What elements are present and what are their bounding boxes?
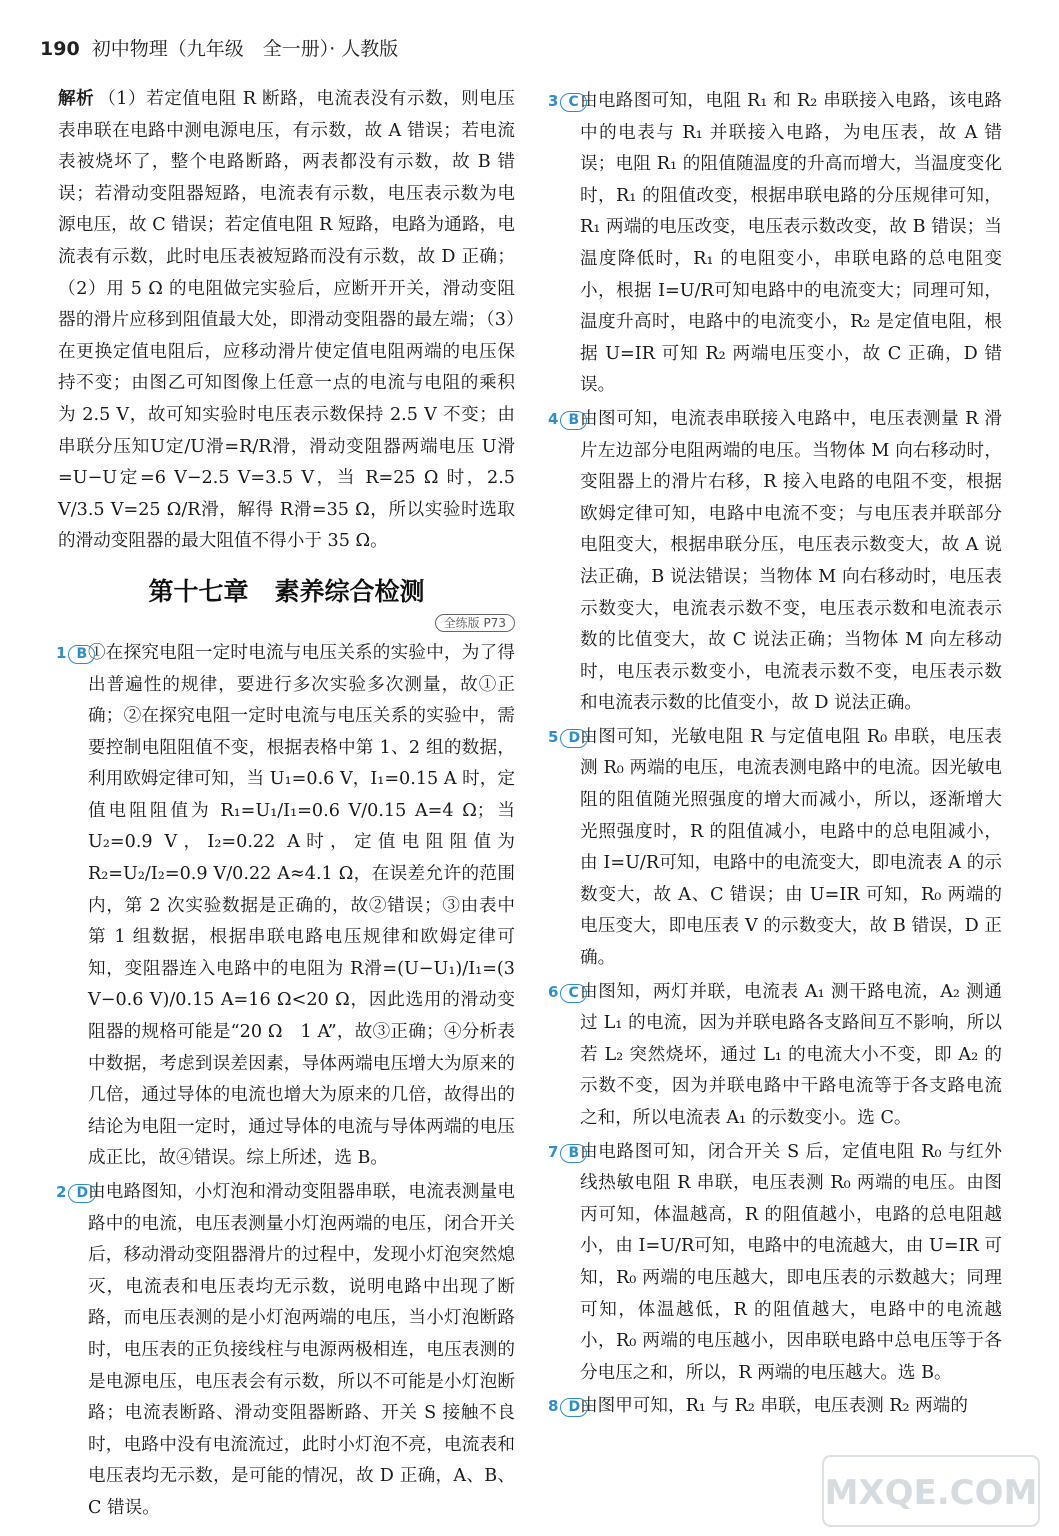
- left-column: [58, 84, 515, 1525]
- answer-text: ①在探究电阻一定时电流与电压关系的实验中，为了得出普遍性的规律，要进行多次实验多次测量，故①正确；②在探究电阻一定时电流与电压关系的实验中，需要控制电阻阻值不变，根据表格中第 1、2 组的数据，利用欧姆定律可知，当 U₁=0.6 V，I₁=0.15 A 时，定值电阻阻值为 R₁=U₁/I₁=0.6 V/0.15 A=4 Ω；当 U₂=0.9 V，I₂=0.22 A时，定值电阻阻值为 R₂=U₂/I₂=0.9 V/0.22 A≈4.1 Ω，在误差允许的范围内，第 2 次实验数据是正确的，故②错误；③由表中第 1 组数据，根据串联电路电压规律和欧姆定律可知，变阻器连入电路中的电阻为 R滑=(U−U₁)/I₁=(3 V−0.6 V)/0.15 A=16 Ω<20 Ω，因此选用的滑动变阻器的规格可能是“20 Ω 1 A”，故③正确；④分析表中数据，考虑到误差因素，导体两端电压增大为原来的几倍，通过导体的电流也增大为原来的几倍，故得出的结论为电阻一定时，通过导体的电流与导体两端的电压成正比，故④错误。综上所述，选 B。: [88, 642, 515, 1169]
- analysis-text: （1）若定值电阻 R 断路，电流表没有示数，则电压表串联在电路中测电源电压，有示数，故 A 错误；若电流表被烧坏了，整个电路断路，两表都没有示数，故 B 错误；若滑动变阻器短路，电流表有示数，电压表示数为电源电压，故 C 错误；若定值电阻 R 短路，电路为通路，电流表有示数，此时电压表被短路而没有示数，故 D 正确；（2）用 5 Ω 的电阻做完实验后，应断开开关，滑动变阻器的滑片应移到阻值最大处，即滑动变阻器的最左端；（3）在更换定值电阻后，应移动滑片使定值电阻两端的电压保持不变；由图乙可知图像上任意一点的电流与电阻的乘积为 2.5 V，故可知实验时电压表示数保持 2.5 V 不变；由串联分压知U定/U滑=R/R滑，滑动变阻器两端电压 U滑=U−U定=6 V−2.5 V=3.5 V，当 R=25 Ω 时，2.5 V/3.5 V=25 Ω/R滑，解得 R滑=35 Ω，所以实验时选取的滑动变阻器的最大阻值不得小于 35 Ω。: [58, 89, 515, 552]
- answer-tag: [548, 91, 587, 111]
- question-number: 8: [548, 1397, 559, 1416]
- answer-item: [550, 1391, 1002, 1423]
- answer-tag: [548, 982, 587, 1002]
- answer-letter: D: [560, 1398, 588, 1417]
- answer-letter: B: [68, 645, 95, 664]
- question-number: 7: [548, 1142, 559, 1161]
- intro-analysis: [58, 84, 515, 558]
- answer-text: 由电路图知，小灯泡和滑动变阻器串联，电流表测量电路中的电流，电压表测量小灯泡两端的电压，闭合开关后，移动滑动变阻器滑片的过程中，发现小灯泡突然熄灭，电流表和电压表均无示数，说明电路中出现了断路，而电压表测的是小灯泡两端的电压，当小灯泡断路时，电压表的正负接线柱与电源两极相连，电压表测的是电源电压，电压表会有示数，所以不可能是小灯泡断路；电流表断路、滑动变阻器断路、开关 S 接触不良时，电路中没有电流流过，此时小灯泡不亮，电流表和电压表均无示数，是可能的情况，故 D 正确，A、B、C 错误。: [88, 1182, 515, 1518]
- right-column: [550, 84, 1002, 1423]
- answer-text: 由图可知，光敏电阻 R 与定值电阻 R₀ 串联，电压表测 R₀ 两端的电压，电流表测电路中的电流。因光敏电阻的阻值随光照强度的增大而减小，所以，逐渐增大光照强度时，R 的阻值减小，电路中的总电阻减小，由 I=U/R可知，电路中的电流变大，即电流表 A 的示数变大，故 A、C 错误；由 U=IR 可知，R₀ 两端的电压变大，即电压表 V 的示数变大，故 B 错误，D 正确。: [580, 726, 1002, 969]
- answer-tag: [548, 727, 588, 747]
- answer-item: [550, 404, 1002, 720]
- chapter-number: 第十七章: [148, 576, 249, 606]
- question-number: 2: [56, 1183, 67, 1201]
- question-number: 6: [548, 982, 559, 1001]
- question-number: 5: [548, 727, 559, 746]
- answer-item: [550, 722, 1002, 975]
- answer-letter: C: [560, 984, 586, 1003]
- answer-text: 由电路图可知，闭合开关 S 后，定值电阻 R₀ 与红外线热敏电阻 R 串联，电压表测 R₀ 两端的电压。由图丙可知，体温越高，R 的阻值越小，电路的总电阻越小，由 I=U/R可知，电路中的电流越大，由 U=IR 可知，R₀ 两端的电压越大，即电压表的示数越大；同理可知，体温越低，R 的阻值越大，电路中的电流越小，R₀ 两端的电压越小，因串联电路中总电压等于各分电压之和，所以，R 两端的电压越大。选 B。: [580, 1141, 1002, 1383]
- analysis-label: 解析: [58, 89, 95, 109]
- answer-item: [550, 977, 1002, 1135]
- answer-tag: [548, 1396, 588, 1416]
- answer-text: 由图可知，电流表串联接入电路中，电压表测量 R 滑片左边部分电阻两端的电压。当物体 M 向右移动时，变阻器上的滑片右移，R 接入电路的电阻不变，根据欧姆定律可知，电路中电流不变；与电压表并联部分电阻变大，根据串联分压，电压表示数变大，故 A 说法正确，B 说法错误；当物体 M 向右移动时，电压表示数变大，电流表示数不变，电压表示数和电流表示数的比值变大，故 C 说法正确；当物体 M 向左移动时，电压表示数变小，电流表示数不变，电压表示数和电流表示数的比值变小，故 D 说法正确。: [580, 408, 1002, 714]
- answer-text: 由电路图可知，电阻 R₁ 和 R₂ 串联接入电路，该电路中的电表与 R₁ 并联接入电路，为电压表，故 A 错误；电阻 R₁ 的阻值随温度的升高而增大，当温度变化时，R₁ 的阻值改变，根据串联电路的分压规律可知，R₁ 两端的电压改变，电压表示数改变，故 B 错误；当温度降低时，R₁ 的电阻变小，串联电路的总电阻变小，根据 I=U/R可知电路中的电流变大；同理可知，温度升高时，电路中的电流变小，R₂ 是定值电阻，根据 U=IR 可知 R₂ 两端电压变小，故 C 正确，D 错误。: [580, 91, 1002, 396]
- answer-text: 由图知，两灯并联，电流表 A₁ 测干路电流，A₂ 测通过 L₁ 的电流，因为并联电路各支路间互不影响，所以若 L₂ 突然烧坏，通过 L₁ 的电流大小不变，即 A₂ 的示数不变，因为并联电路中干路电流等于各支路电流之和，所以电流表 A₁ 的示数变小。选 C。: [580, 981, 1002, 1128]
- answer-tag: [56, 1182, 96, 1202]
- chapter-title: [58, 574, 515, 610]
- answer-item: [58, 1177, 515, 1525]
- question-number: 3: [548, 92, 559, 110]
- answer-item: [58, 638, 515, 1175]
- answer-tag: [56, 643, 95, 663]
- question-number: 4: [548, 409, 559, 428]
- question-number: 1: [56, 643, 67, 662]
- practice-reference-badge: 全练版 P73: [435, 614, 515, 632]
- answer-letter: B: [560, 1144, 587, 1163]
- page-header: [40, 34, 398, 64]
- site-watermark: [821, 1454, 1041, 1528]
- answer-text: 由图甲可知，R₁ 与 R₂ 串联，电压表测 R₂ 两端的: [580, 1396, 968, 1417]
- answer-tag: [548, 1142, 587, 1162]
- answer-item: [550, 1137, 1002, 1390]
- watermark-text: MXQE.COM: [824, 1473, 1038, 1513]
- answer-letter: D: [560, 729, 588, 748]
- reference-wrap: [58, 612, 515, 632]
- book-title: 初中物理（九年级 全一册）· 人教版: [91, 38, 399, 60]
- answer-item: [550, 86, 1002, 402]
- page-number: 190: [40, 38, 80, 60]
- answer-letter: D: [68, 1184, 96, 1203]
- answer-letter: C: [560, 93, 586, 112]
- chapter-name: 素养综合检测: [274, 576, 425, 606]
- answer-letter: B: [560, 411, 587, 430]
- answer-tag: [548, 409, 587, 429]
